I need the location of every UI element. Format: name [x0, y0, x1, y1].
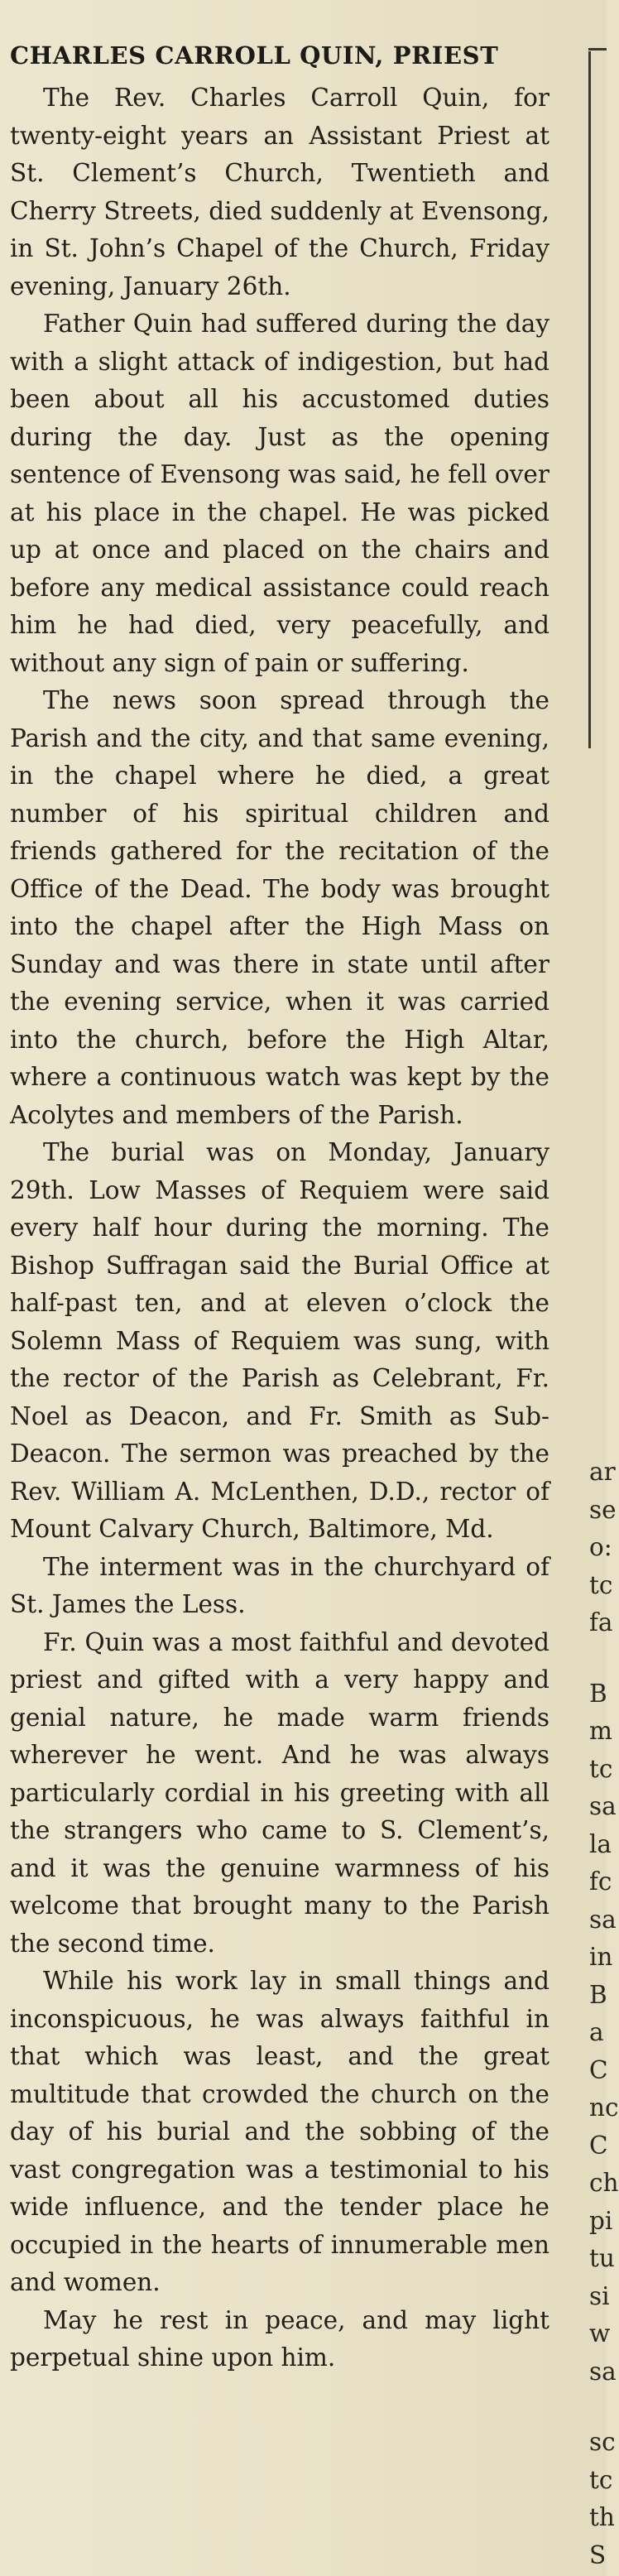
paragraph-6: Fr. Quin was a most faithful and devoted priest and gifted with a very happy and genial nature, he made warm friends wherever he went. And he was always particularly cordial in his greeting with all the strangers who came to S. Clement’s, and it was the genuine warmness of his welcome that brought many to the Parish the second time.: [10, 1627, 549, 1958]
fragment: B: [589, 1980, 607, 2009]
fragment: S: [589, 2540, 607, 2569]
fragment: nc: [589, 2093, 619, 2122]
fragment: w: [589, 2319, 611, 2348]
fragment: ar: [589, 1458, 616, 1486]
adjacent-column-fragments: [589, 1454, 619, 2574]
column-box-rule-top: [588, 48, 607, 50]
fragment: tc: [589, 1754, 613, 1783]
fragment: C: [589, 2055, 608, 2084]
paragraph-5: The interment was in the churchyard of St. James the Less.: [10, 1552, 549, 1618]
fragment: m: [589, 1717, 612, 1745]
fragment: o:: [589, 1533, 612, 1561]
fragment: pi: [589, 2206, 613, 2235]
fragment: la: [589, 1829, 612, 1858]
fragment: fa: [589, 1608, 613, 1636]
article-headline: CHARLES CARROLL QUIN, PRIEST: [10, 41, 499, 70]
fragment: tu: [589, 2244, 615, 2272]
fragment: sa: [589, 2357, 617, 2386]
fragment: C: [589, 2131, 608, 2160]
fragment: ch: [589, 2169, 619, 2197]
fragment: in: [589, 1943, 613, 1971]
fragment: sa: [589, 1792, 617, 1820]
fragment: a: [589, 2018, 604, 2046]
fragment: si: [589, 2281, 610, 2310]
fragment: B: [589, 1679, 607, 1708]
paragraph-8: May he rest in peace, and may light perpetual shine upon him.: [10, 2305, 549, 2372]
fragment: sc: [589, 2428, 616, 2456]
fragment: tc: [589, 2465, 613, 2494]
paragraph-2: Father Quin had suffered during the day with a slight attack of indigestion, but had been about all his accustomed duties during the day. Just as the opening sentence of Evensong was said, he fell over at his place in the chapel. He was picked up at once and placed on the chairs and before any medical assistance could reach him he had died, very peacefully, and without any sign of pain or suffering.: [10, 310, 549, 677]
paragraph-1: The Rev. Charles Carroll Quin, for twenty-eight years an Assistant Priest at St. Clement’s Church, Twentieth and Cherry Streets, died suddenly at Evensong, in St. John’s Chapel of the Church, Friday evening, January 26th.: [10, 84, 549, 300]
paragraph-4: The burial was on Monday, January 29th. Low Masses of Requiem were said every half hour during the morning. The Bishop Suffragan said the Burial Office at half-past ten, and at eleven o’clock the Solemn Mass of Requiem was sung, with the rector of the Parish as Celebrant, Fr. Noel as Deacon, and Fr. Smith as Sub-Deacon. The sermon was preached by the Rev. William A. McLenthen, D.D., rector of Mount Calvary Church, Baltimore, Md.: [10, 1138, 549, 1543]
fragment: tc: [589, 1570, 613, 1599]
fragment: th: [589, 2503, 615, 2531]
paragraph-3: The news soon spread through the Parish and the city, and that same evening, in the chapel where he died, a great number of his spiritual children and friends gathered for the recitation of the Office of the Dead. The body was brought into the chapel after the High Mass on Sunday and was there in state until after the evening service, when it was carried into the church, before the High Altar, where a continuous watch was kept by the Acolytes and members of the Parish.: [10, 686, 549, 1129]
fragment: sa: [589, 1905, 617, 1934]
fragment: se: [589, 1495, 617, 1524]
column-box-rule-left: [588, 51, 591, 748]
paragraph-7: While his work lay in small things and inconspicuous, he was always faithful in that which was least, and the great multitude that crowded the church on the day of his burial and the sobbing of the vast congregation was a testimonial to his wide influence, and the tender place he occupied in the hearts of innumerable men and women.: [10, 1967, 549, 2296]
fragment: fc: [589, 1867, 612, 1896]
obituary-article: [10, 33, 549, 2377]
